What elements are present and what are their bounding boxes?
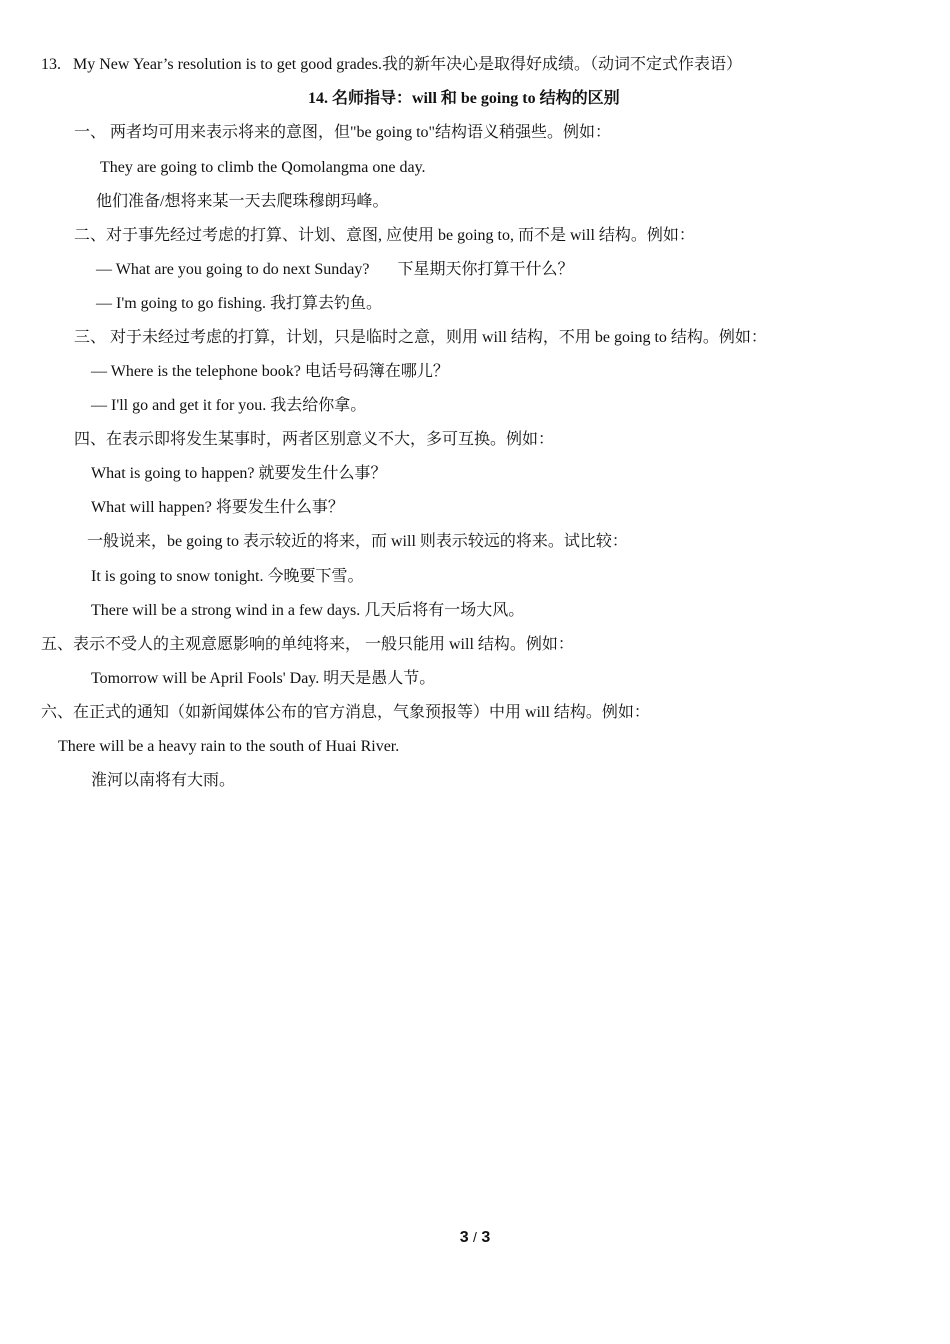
page-separator: / — [473, 1229, 477, 1245]
point-3-question: — Where is the telephone book? 电话号码簿在哪儿？ — [91, 363, 449, 380]
point-3-answer: — I'll go and get it for you. 我去给你拿。 — [91, 397, 367, 414]
point-2-heading: 二、对于事先经过考虑的打算、计划、意图, 应使用 be going to, 而不是 will 结构。例如： — [74, 227, 695, 244]
point-5-heading: 五、表示不受人的主观意愿影响的单纯将来， 一般只能用 will 结构。例如： — [41, 636, 574, 653]
page-number — [0, 1229, 950, 1247]
point-4-example-2: What will happen? 将要发生什么事？ — [91, 499, 344, 516]
item-13-number: 13. — [41, 56, 61, 73]
page-total: 3 — [481, 1229, 491, 1246]
point-3-heading: 三、 对于未经过考虑的打算，计划，只是临时之意，则用 will 结构，不用 be going to 结构。例如： — [74, 329, 767, 346]
section-14-title: 14. 名师指导：will 和 be going to 结构的区别 — [308, 90, 620, 107]
point-1-heading: 一、 两者均可用来表示将来的意图，但"be going to"结构语义稍强些。例如： — [74, 124, 612, 141]
point-4-example-3: It is going to snow tonight. 今晚要下雪。 — [91, 568, 364, 585]
point-2-question-zh: 下星期天你打算干什么？ — [397, 261, 574, 278]
point-1-example-zh: 他们准备/想将来某一天去爬珠穆朗玛峰。 — [96, 193, 389, 210]
point-4-example-1: What is going to happen? 就要发生什么事？ — [91, 465, 387, 482]
item-13-text: My New Year’s resolution is to get good grades.我的新年决心是取得好成绩。（动词不定式作表语） — [73, 56, 743, 73]
point-2-question-en: — What are you going to do next Sunday? — [96, 261, 370, 278]
point-5-example: Tomorrow will be April Fools' Day. 明天是愚人节。 — [91, 670, 436, 687]
point-4-heading: 四、在表示即将发生某事时，两者区别意义不大，多可互换。例如： — [74, 431, 555, 448]
point-6-example-en: There will be a heavy rain to the south of Huai River. — [58, 738, 400, 755]
point-2-answer: — I'm going to go fishing. 我打算去钓鱼。 — [96, 295, 382, 312]
point-2-question — [96, 260, 573, 280]
item-13 — [41, 55, 742, 75]
point-4-example-4: There will be a strong wind in a few days. 几天后将有一场大风。 — [91, 602, 525, 619]
point-4-note: 一般说来，be going to 表示较近的将来，而 will 则表示较远的将来。试比较： — [87, 533, 628, 550]
point-6-example-zh: 淮河以南将有大雨。 — [91, 772, 236, 789]
point-6-heading: 六、在正式的通知（如新闻媒体公布的官方消息，气象预报等）中用 will 结构。例如： — [41, 704, 650, 721]
point-1-example-en: They are going to climb the Qomolangma one day. — [100, 159, 426, 176]
page-current: 3 — [459, 1229, 469, 1246]
